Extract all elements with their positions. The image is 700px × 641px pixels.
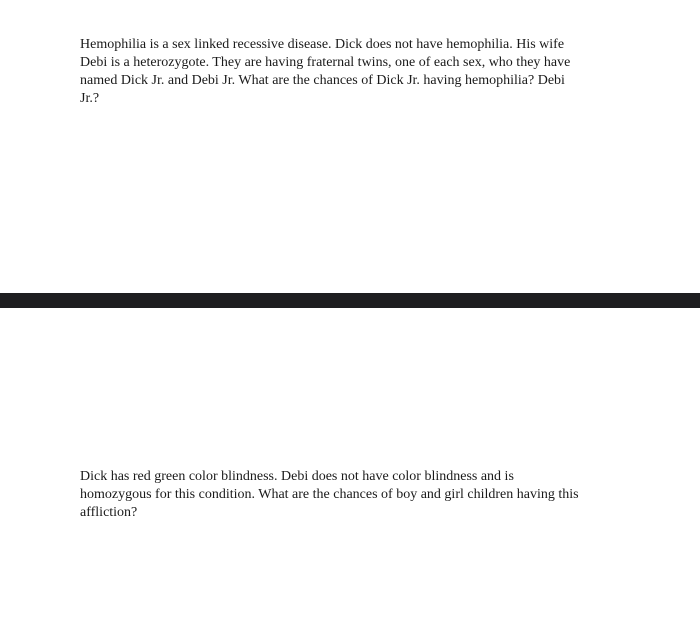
upper-page bbox=[0, 0, 700, 293]
question-line: Hemophilia is a sex linked recessive disease. Dick does not have hemophilia. His wife bbox=[80, 37, 565, 52]
question-line: Debi is a heterozygote. They are having fraternal twins, one of each sex, who they have bbox=[80, 55, 571, 70]
color-blindness-question bbox=[80, 468, 579, 522]
question-line: Jr.? bbox=[80, 91, 100, 106]
lower-page bbox=[0, 308, 700, 641]
page-divider bbox=[0, 293, 700, 308]
hemophilia-question bbox=[80, 36, 570, 108]
question-line: affliction? bbox=[80, 505, 138, 520]
question-line: named Dick Jr. and Debi Jr. What are the chances of Dick Jr. having hemophilia? Debi bbox=[80, 73, 565, 88]
question-line: homozygous for this condition. What are the chances of boy and girl children having this bbox=[80, 487, 579, 502]
question-line: Dick has red green color blindness. Debi does not have color blindness and is bbox=[80, 469, 514, 484]
